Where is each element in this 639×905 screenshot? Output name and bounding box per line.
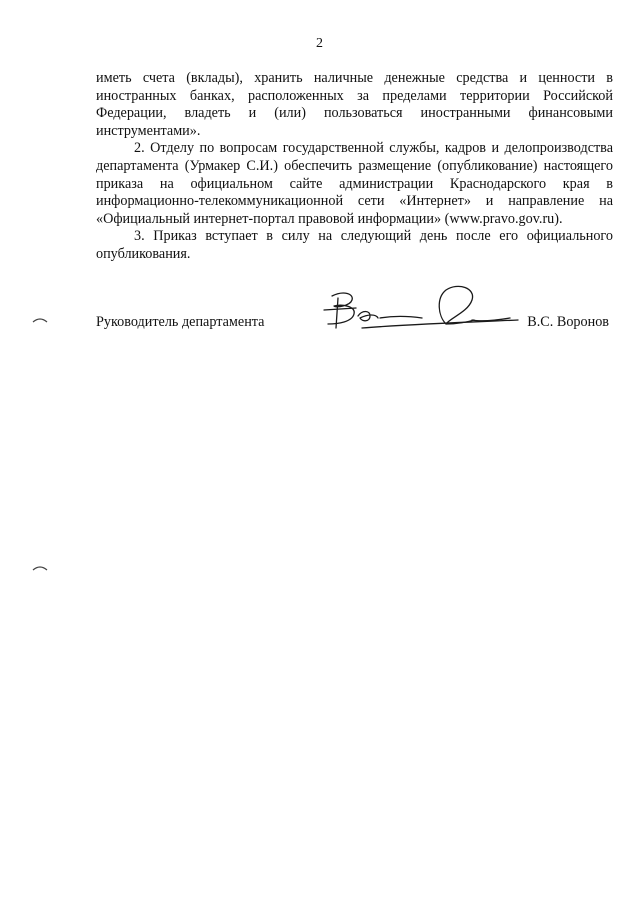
paragraph-item-3: 3. Приказ вступает в силу на следующий день после его официального опубликования. xyxy=(96,228,613,262)
signatory-title: Руководитель департамента xyxy=(96,314,265,330)
paragraph-continuation: иметь счета (вклады), хранить наличные денежные средства и ценности в иностранных банках, расположенных за пределами территории Российской Федерации, владеть и (или) пользоваться иностранными финансовыми инструментами». xyxy=(96,70,613,139)
signatory-name: В.С. Воронов xyxy=(527,314,609,330)
signature-block xyxy=(96,314,613,344)
handwritten-signature xyxy=(322,284,522,344)
page-number: 2 xyxy=(316,36,323,51)
punch-hole-mark-bottom xyxy=(32,564,48,572)
paragraph-item-2: 2. Отделу по вопросам государственной службы, кадров и делопроизводства департамента (Урмакер С.И.) обеспечить размещение (опубликование) настоящего приказа на официальном сайте администрации Краснодарского края в информационно-телекоммуникационной сети «Интернет» и направление на «Официальный интернет-портал правовой информации» (www.pravo.gov.ru). xyxy=(96,140,613,227)
punch-hole-mark-top xyxy=(32,316,48,324)
document-body xyxy=(96,70,613,264)
